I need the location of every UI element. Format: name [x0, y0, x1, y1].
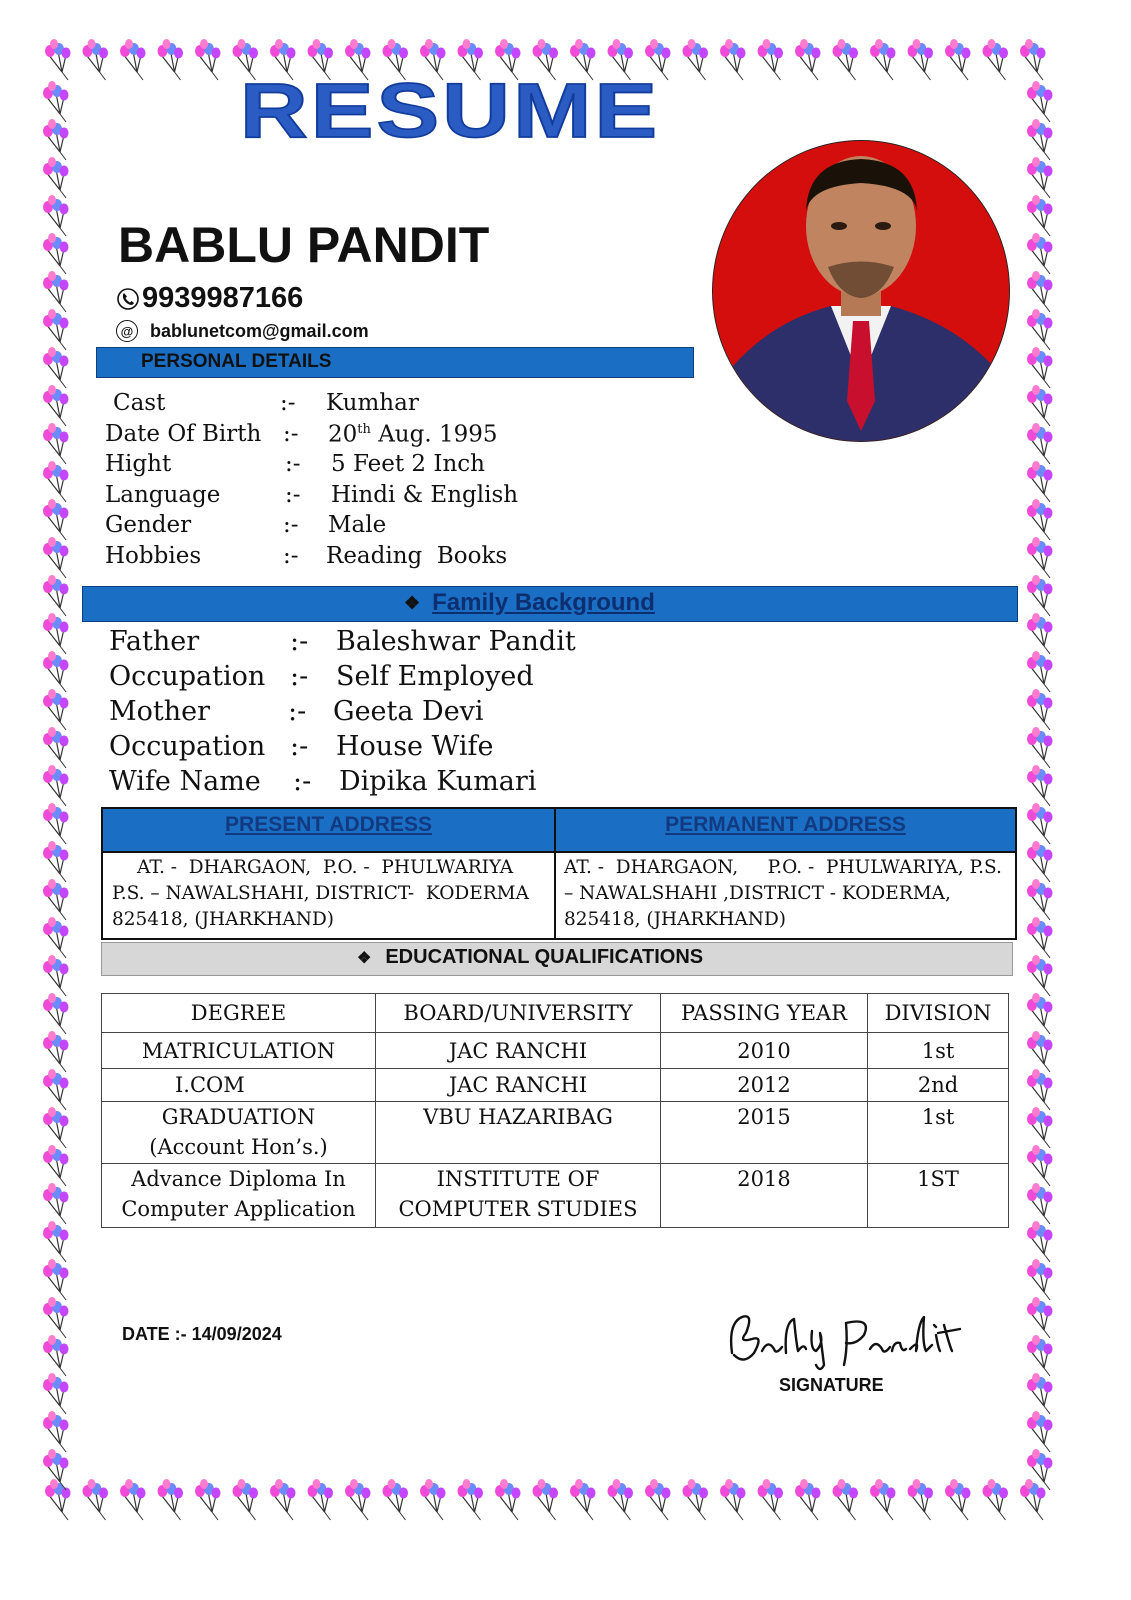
board-cell	[376, 1164, 661, 1228]
header-board: BOARD/UNIVERSITY	[376, 994, 661, 1033]
balloon-bunch-icon	[43, 1069, 69, 1110]
diamond-bullet-icon: ❖	[357, 949, 372, 967]
dob-suffix: th	[357, 422, 371, 437]
balloon-bunch-icon	[1027, 1183, 1053, 1224]
diamond-bullet-icon: ❖	[404, 592, 421, 613]
balloon-bunch-icon	[1027, 1107, 1053, 1148]
balloon-bunch-icon	[43, 1411, 69, 1452]
balloon-bunch-icon	[1027, 157, 1053, 198]
present-address-line: 825418, (JHARKHAND)	[112, 909, 334, 930]
address-header-rule	[103, 851, 1015, 853]
balloon-bunch-icon	[758, 1479, 784, 1520]
degree-line: GRADUATION	[161, 1105, 316, 1129]
balloon-bunch-icon	[1027, 917, 1053, 958]
balloon-bunch-icon	[683, 1479, 709, 1520]
balloon-bunch-icon	[1027, 461, 1053, 502]
permanent-address-heading: PERMANENT ADDRESS	[665, 813, 906, 836]
family-label: Mother	[109, 696, 211, 727]
degree-line: Computer Application	[121, 1197, 356, 1221]
present-address-heading: PRESENT ADDRESS	[225, 813, 432, 836]
personal-sep: :-	[285, 482, 301, 508]
permanent-address-line: AT. - DHARGAON, P.O. - PHULWARIYA, P.S.	[564, 857, 1002, 878]
personal-value: Kumhar	[326, 390, 419, 416]
balloon-bunch-icon	[1027, 537, 1053, 578]
personal-sep: :-	[283, 421, 299, 447]
phone-icon	[116, 287, 140, 311]
phone-number: 9939987166	[142, 282, 304, 314]
education-heading-wrap	[357, 946, 703, 969]
balloon-bunch-icon	[43, 689, 69, 730]
table-row	[102, 1033, 1009, 1069]
dob-rest: Aug. 1995	[370, 421, 498, 448]
balloon-bunch-icon	[1027, 1411, 1053, 1452]
degree-cell	[102, 1164, 376, 1228]
personal-label: Gender	[105, 512, 192, 538]
permanent-address-text	[564, 855, 1010, 933]
balloon-bunch-icon	[720, 39, 746, 80]
personal-label: Hight	[105, 451, 172, 477]
personal-value: Hindi & English	[331, 482, 519, 508]
balloon-bunch-icon	[43, 1183, 69, 1224]
email-row	[116, 320, 369, 342]
family-value: Geeta Devi	[333, 696, 484, 727]
balloon-bunch-icon	[43, 1259, 69, 1300]
table-row	[102, 1164, 1009, 1228]
balloon-bunch-icon	[43, 879, 69, 920]
personal-label: Language	[105, 482, 221, 508]
family-value: House Wife	[336, 731, 494, 762]
balloon-bunch-icon	[43, 157, 69, 198]
balloon-bunch-icon	[43, 1297, 69, 1338]
balloon-bunch-icon	[1027, 841, 1053, 882]
balloon-bunch-icon	[43, 537, 69, 578]
balloon-bunch-icon	[870, 39, 896, 80]
family-value: Dipika Kumari	[339, 766, 537, 797]
address-table	[101, 807, 1017, 940]
balloon-bunch-icon	[758, 39, 784, 80]
present-address-text	[112, 855, 550, 933]
table-row	[102, 1069, 1009, 1102]
personal-label: Date Of Birth	[105, 421, 262, 447]
balloon-bunch-icon	[495, 1479, 521, 1520]
date-line: DATE :- 14/09/2024	[122, 1324, 282, 1344]
degree-line: Advance Diploma In	[131, 1167, 346, 1191]
balloon-bunch-icon	[1027, 1031, 1053, 1072]
personal-value: Male	[328, 512, 387, 538]
balloon-bunch-icon	[1027, 1259, 1053, 1300]
balloon-bunch-icon	[1027, 1221, 1053, 1262]
board-cell: VBU HAZARIBAG	[376, 1102, 661, 1164]
balloon-bunch-icon	[120, 1479, 146, 1520]
balloon-bunch-icon	[1027, 803, 1053, 844]
balloon-bunch-icon	[43, 651, 69, 692]
balloon-bunch-icon	[1027, 879, 1053, 920]
balloon-bunch-icon	[870, 1479, 896, 1520]
balloon-bunch-icon	[908, 1479, 934, 1520]
balloon-bunch-icon	[1027, 233, 1053, 274]
balloon-bunch-icon	[1027, 1069, 1053, 1110]
balloon-bunch-icon	[1027, 613, 1053, 654]
email-address: bablunetcom@gmail.com	[150, 320, 369, 341]
resume-title: RESUME	[239, 67, 661, 154]
signature-image	[724, 1303, 964, 1375]
balloon-bunch-icon	[1027, 81, 1053, 122]
permanent-address-line: – NAWALSHAHI ,DISTRICT - KODERMA,	[564, 883, 951, 904]
balloon-bunch-icon	[420, 1479, 446, 1520]
balloon-bunch-icon	[120, 39, 146, 80]
balloon-bunch-icon	[45, 39, 71, 80]
board-line: COMPUTER STUDIES	[398, 1197, 638, 1221]
family-sep: :-	[288, 696, 307, 727]
balloon-bunch-icon	[43, 385, 69, 426]
balloon-bunch-icon	[43, 727, 69, 768]
personal-sep: :-	[283, 543, 299, 569]
balloon-bunch-icon	[1027, 309, 1053, 350]
balloon-bunch-icon	[645, 1479, 671, 1520]
personal-label: Cast	[113, 390, 166, 416]
balloon-bunch-icon	[945, 39, 971, 80]
year-cell: 2015	[661, 1102, 868, 1164]
balloon-bunch-icon	[83, 1479, 109, 1520]
balloon-bunch-icon	[1027, 1335, 1053, 1376]
family-sep: :-	[290, 731, 309, 762]
balloon-bunch-icon	[1027, 423, 1053, 464]
signature-label: SIGNATURE	[779, 1375, 884, 1395]
at-icon: @	[116, 320, 138, 342]
division-cell: 1st	[868, 1033, 1009, 1069]
balloon-bunch-icon	[458, 1479, 484, 1520]
balloon-bunch-icon	[195, 1479, 221, 1520]
balloon-bunch-icon	[43, 993, 69, 1034]
balloon-bunch-icon	[43, 1031, 69, 1072]
year-cell: 2010	[661, 1033, 868, 1069]
personal-value: 5 Feet 2 Inch	[331, 451, 485, 477]
board-line: INSTITUTE OF	[436, 1167, 600, 1191]
balloon-bunch-icon	[270, 1479, 296, 1520]
personal-sep: :-	[285, 451, 301, 477]
balloon-bunch-icon	[1027, 993, 1053, 1034]
balloon-bunch-icon	[43, 1221, 69, 1262]
balloon-bunch-icon	[1020, 39, 1046, 80]
balloon-bunch-icon	[795, 1479, 821, 1520]
year-cell: 2012	[661, 1069, 868, 1102]
balloon-bunch-icon	[1027, 727, 1053, 768]
family-label: Father	[109, 626, 200, 657]
personal-label: Hobbies	[105, 543, 202, 569]
balloon-bunch-icon	[43, 423, 69, 464]
balloon-bunch-icon	[720, 1479, 746, 1520]
balloon-bunch-icon	[158, 1479, 184, 1520]
degree-text: I.COM	[175, 1073, 245, 1097]
balloon-bunch-icon	[43, 233, 69, 274]
balloon-bunch-icon	[43, 765, 69, 806]
family-background-heading-wrap	[404, 589, 655, 617]
balloon-bunch-icon	[43, 461, 69, 502]
year-cell: 2018	[661, 1164, 868, 1228]
balloon-bunch-icon	[43, 917, 69, 958]
table-header-row	[102, 994, 1009, 1033]
family-sep: :-	[290, 661, 309, 692]
balloon-bunch-icon	[1027, 195, 1053, 236]
balloon-bunch-icon	[83, 39, 109, 80]
balloon-bunch-icon	[308, 1479, 334, 1520]
balloon-bunch-icon	[608, 1479, 634, 1520]
family-sep: :-	[293, 766, 312, 797]
balloon-bunch-icon	[43, 81, 69, 122]
division-cell: 2nd	[868, 1069, 1009, 1102]
personal-value	[328, 423, 498, 447]
family-sep: :-	[290, 626, 309, 657]
balloon-bunch-icon	[1020, 1479, 1046, 1520]
candidate-name: BABLU PANDIT	[118, 217, 490, 273]
balloon-bunch-icon	[833, 1479, 859, 1520]
balloon-bunch-icon	[43, 803, 69, 844]
balloon-bunch-icon	[1027, 765, 1053, 806]
family-background-heading: Family Background	[432, 589, 655, 616]
balloon-bunch-icon	[43, 499, 69, 540]
degree-cell	[102, 1102, 376, 1164]
balloon-bunch-icon	[43, 1373, 69, 1414]
balloon-bunch-icon	[570, 1479, 596, 1520]
header-division: DIVISION	[868, 994, 1009, 1033]
balloon-bunch-icon	[43, 841, 69, 882]
board-cell: JAC RANCHI	[376, 1069, 661, 1102]
balloon-bunch-icon	[1027, 575, 1053, 616]
family-value: Self Employed	[336, 661, 534, 692]
table-row	[102, 1102, 1009, 1164]
balloon-bunch-icon	[1027, 385, 1053, 426]
profile-photo	[712, 140, 1010, 442]
balloon-bunch-icon	[43, 271, 69, 312]
balloon-bunch-icon	[795, 39, 821, 80]
division-cell: 1st	[868, 1102, 1009, 1164]
personal-sep: :-	[280, 390, 296, 416]
balloon-bunch-icon	[983, 39, 1009, 80]
balloon-bunch-icon	[1027, 689, 1053, 730]
balloon-bunch-icon	[43, 195, 69, 236]
balloon-bunch-icon	[533, 1479, 559, 1520]
permanent-address-line: 825418, (JHARKHAND)	[564, 909, 786, 930]
balloon-bunch-icon	[983, 1479, 1009, 1520]
dob-day: 20	[328, 421, 358, 448]
balloon-bunch-icon	[383, 1479, 409, 1520]
phone-row	[116, 282, 303, 315]
family-label: Wife Name	[109, 766, 261, 797]
division-cell: 1ST	[868, 1164, 1009, 1228]
personal-details-heading: PERSONAL DETAILS	[141, 351, 332, 372]
balloon-bunch-icon	[945, 1479, 971, 1520]
degree-line: (Account Hon’s.)	[149, 1135, 328, 1159]
present-address-line: AT. - DHARGAON, P.O. - PHULWARIYA	[137, 857, 514, 878]
balloon-bunch-icon	[1027, 499, 1053, 540]
balloon-bunch-icon	[233, 1479, 259, 1520]
balloon-bunch-icon	[43, 955, 69, 996]
family-label: Occupation	[109, 661, 266, 692]
present-address-line: P.S. – NAWALSHAHI, DISTRICT- KODERMA	[112, 883, 529, 904]
balloon-bunch-icon	[1027, 119, 1053, 160]
balloon-bunch-icon	[158, 39, 184, 80]
personal-sep: :-	[283, 512, 299, 538]
balloon-bunch-icon	[43, 575, 69, 616]
balloon-bunch-icon	[43, 347, 69, 388]
balloon-bunch-icon	[43, 1145, 69, 1186]
board-cell: JAC RANCHI	[376, 1033, 661, 1069]
balloon-bunch-icon	[1027, 651, 1053, 692]
balloon-bunch-icon	[45, 1479, 71, 1520]
balloon-bunch-icon	[1027, 955, 1053, 996]
balloon-bunch-icon	[1027, 271, 1053, 312]
balloon-bunch-icon	[1027, 1145, 1053, 1186]
balloon-bunch-icon	[345, 1479, 371, 1520]
balloon-bunch-icon	[1027, 1373, 1053, 1414]
header-degree: DEGREE	[102, 994, 376, 1033]
balloon-bunch-icon	[908, 39, 934, 80]
degree-cell	[102, 1069, 376, 1102]
family-label: Occupation	[109, 731, 266, 762]
personal-value: Reading Books	[326, 543, 508, 569]
balloon-bunch-icon	[1027, 1297, 1053, 1338]
balloon-bunch-icon	[43, 1107, 69, 1148]
header-year: PASSING YEAR	[661, 994, 868, 1033]
education-heading: EDUCATIONAL QUALIFICATIONS	[385, 946, 704, 968]
degree-cell: MATRICULATION	[102, 1033, 376, 1069]
balloon-bunch-icon	[833, 39, 859, 80]
balloon-bunch-icon	[43, 119, 69, 160]
education-table	[101, 993, 1009, 1228]
balloon-bunch-icon	[1027, 347, 1053, 388]
family-value: Baleshwar Pandit	[336, 626, 576, 657]
balloon-bunch-icon	[43, 309, 69, 350]
balloon-bunch-icon	[43, 1335, 69, 1376]
balloon-bunch-icon	[43, 613, 69, 654]
